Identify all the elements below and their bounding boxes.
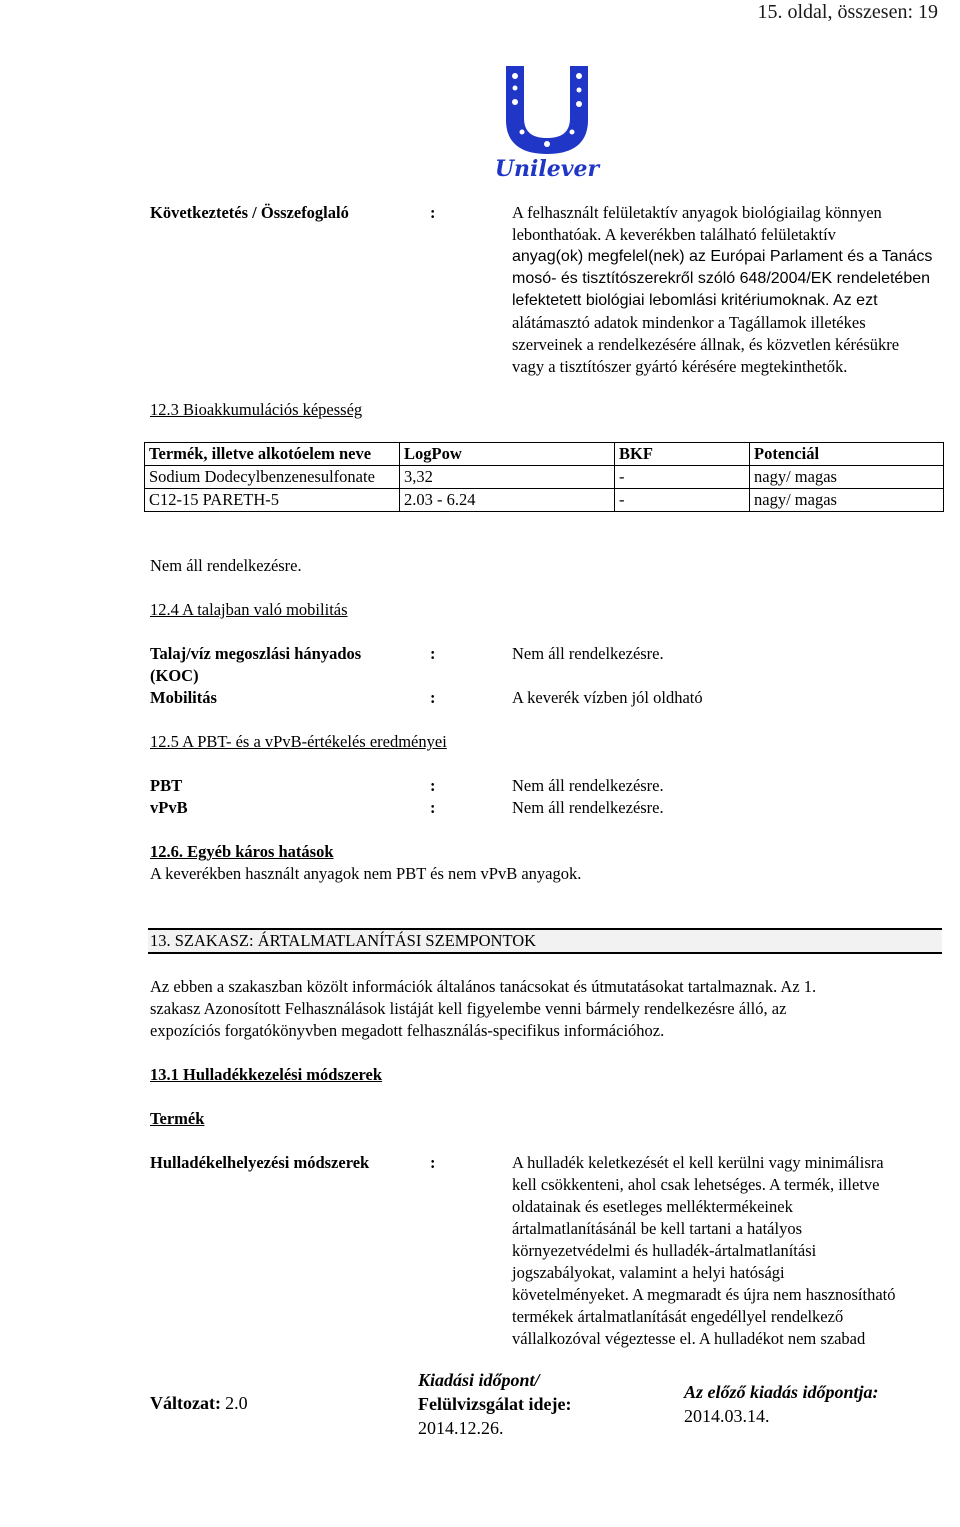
table-header-row — [145, 443, 944, 466]
table-row — [145, 466, 944, 489]
previous-date: 2014.03.14. — [684, 1406, 770, 1426]
table-cell: 3,32 — [400, 466, 615, 489]
disposal-label: Hulladékelhelyezési módszerek — [150, 1153, 370, 1172]
unilever-logo — [492, 62, 602, 180]
conclusion-line: A felhasznált felületaktív anyagok biológiailag könnyen — [512, 203, 882, 222]
vpvb-label: vPvB — [150, 798, 188, 817]
mobility-value: A keverék vízben jól oldható — [512, 688, 703, 707]
section-12-4-heading: 12.4 A talajban való mobilitás — [150, 600, 348, 619]
disposal-line: követelményeket. A megmaradt és újra nem hasznosítható — [512, 1285, 896, 1304]
unilever-logo-text: Unilever — [494, 156, 600, 180]
table-cell: - — [615, 489, 750, 512]
unilever-logo-mark — [492, 62, 602, 180]
bioaccumulation-note: Nem áll rendelkezésre. — [150, 556, 302, 575]
disposal-line: termékek ártalmatlanítását engedéllyel rendelkező — [512, 1307, 844, 1326]
footer-issue — [418, 1368, 571, 1440]
section-12-3-heading: 12.3 Bioakkumulációs képesség — [150, 400, 363, 419]
vpvb-colon: : — [430, 798, 436, 817]
conclusion-line: szerveinek a rendelkezésére állnak, és közvetlen kérésükre — [512, 335, 900, 354]
disposal-line: oldatainak és esetleges melléktermékeinek — [512, 1197, 793, 1216]
section-13-intro — [150, 976, 925, 1042]
footer-previous — [684, 1380, 879, 1428]
version-value: 2.0 — [225, 1393, 248, 1413]
table-cell: nagy/ magas — [750, 466, 944, 489]
previous-label: Az előző kiadás időpontja: — [684, 1382, 879, 1402]
footer-version — [150, 1392, 248, 1415]
pbt-value: Nem áll rendelkezésre. — [512, 776, 664, 795]
disposal-line: környezetvédelmi és hulladék-ártalmatlanítási — [512, 1241, 817, 1260]
section-12-6-heading: 12.6. Egyéb káros hatások — [150, 842, 334, 861]
page-number: 15. oldal, összesen: 19 — [757, 1, 938, 23]
table-cell: Sodium Dodecylbenzenesulfonate — [145, 466, 400, 489]
vpvb-value: Nem áll rendelkezésre. — [512, 798, 664, 817]
mobility-colon: : — [430, 688, 436, 707]
koc-value: Nem áll rendelkezésre. — [512, 644, 664, 663]
koc-colon: : — [430, 644, 436, 663]
table-header-cell: LogPow — [400, 443, 615, 466]
conclusion-colon: : — [430, 203, 436, 222]
intro-line: expozíciós forgatókönyvben megadott felhasználás-specifikus információhoz. — [150, 1021, 665, 1040]
version-label: Változat: — [150, 1393, 221, 1413]
section-13-heading-text: 13. SZAKASZ: ÁRTALMATLANÍTÁSI SZEMPONTOK — [150, 931, 537, 950]
table-header-cell: Potenciál — [750, 443, 944, 466]
section-12-5-heading: 12.5 A PBT- és a vPvB-értékelés eredményei — [150, 732, 447, 751]
conclusion-line: anyag(ok) megfelel(nek) az Európai Parlament és a Tanács — [512, 248, 933, 265]
section-13-1-heading: 13.1 Hulladékkezelési módszerek — [150, 1065, 383, 1084]
conclusion-label: Következtetés / Összefoglaló — [150, 203, 349, 222]
mobility-label: Mobilitás — [150, 688, 217, 707]
bioaccumulation-table — [144, 442, 944, 512]
conclusion-text — [512, 202, 952, 378]
issue-date: 2014.12.26. — [418, 1418, 504, 1438]
disposal-text — [512, 1152, 952, 1350]
disposal-line: kell csökkenteni, ahol csak lehetséges. A termék, illetve — [512, 1175, 880, 1194]
pbt-colon: : — [430, 776, 436, 795]
disposal-line: jogszabályokat, valamint a helyi hatósági — [512, 1263, 785, 1282]
conclusion-line: mosó- és tisztítószerekről szóló 648/2004/EK rendeletében — [512, 270, 931, 287]
conclusion-line: alátámasztó adatok mindenkor a Tagállamok illetékes — [512, 313, 866, 332]
table-header-cell: Termék, illetve alkotóelem neve — [145, 443, 400, 466]
table-header-cell: BKF — [615, 443, 750, 466]
disposal-line: vállalkozóval végeztesse el. A hulladékot nem szabad — [512, 1329, 866, 1348]
disposal-colon: : — [430, 1153, 436, 1172]
issue-label: Kiadási időpont/ — [418, 1370, 540, 1390]
product-heading: Termék — [150, 1109, 205, 1128]
koc-label: Talaj/víz megoszlási hányados — [150, 644, 362, 663]
disposal-line: ártalmatlanításánál be kell tartani a hatályos — [512, 1219, 802, 1238]
table-row — [145, 489, 944, 512]
issue-label-cont: Felülvizsgálat ideje: — [418, 1394, 572, 1414]
intro-line: Az ebben a szakaszban közölt információk általános tanácsokat és útmutatásokat tartalmaznak. Az 1. — [150, 977, 817, 996]
conclusion-line: vagy a tisztítószer gyártó kérésére megtekinthetők. — [512, 357, 848, 376]
pbt-label: PBT — [150, 776, 183, 795]
conclusion-line: lebonthatóak. A keverékben található felületaktív — [512, 225, 836, 244]
table-cell: - — [615, 466, 750, 489]
section-13-heading — [148, 928, 942, 954]
table-cell: C12-15 PARETH-5 — [145, 489, 400, 512]
section-12-6-text: A keverékben használt anyagok nem PBT és nem vPvB anyagok. — [150, 864, 582, 883]
intro-line: szakasz Azonosított Felhasználások listáját kell figyelembe venni bármely rendelkezésre álló, az — [150, 999, 787, 1018]
disposal-line: A hulladék keletkezését el kell kerülni vagy minimálisra — [512, 1153, 884, 1172]
table-cell: 2.03 - 6.24 — [400, 489, 615, 512]
conclusion-line: lefektetett biológiai lebomlási kritériumoknak. Az ezt — [512, 292, 878, 309]
koc-label-cont: (KOC) — [150, 666, 199, 685]
table-cell: nagy/ magas — [750, 489, 944, 512]
